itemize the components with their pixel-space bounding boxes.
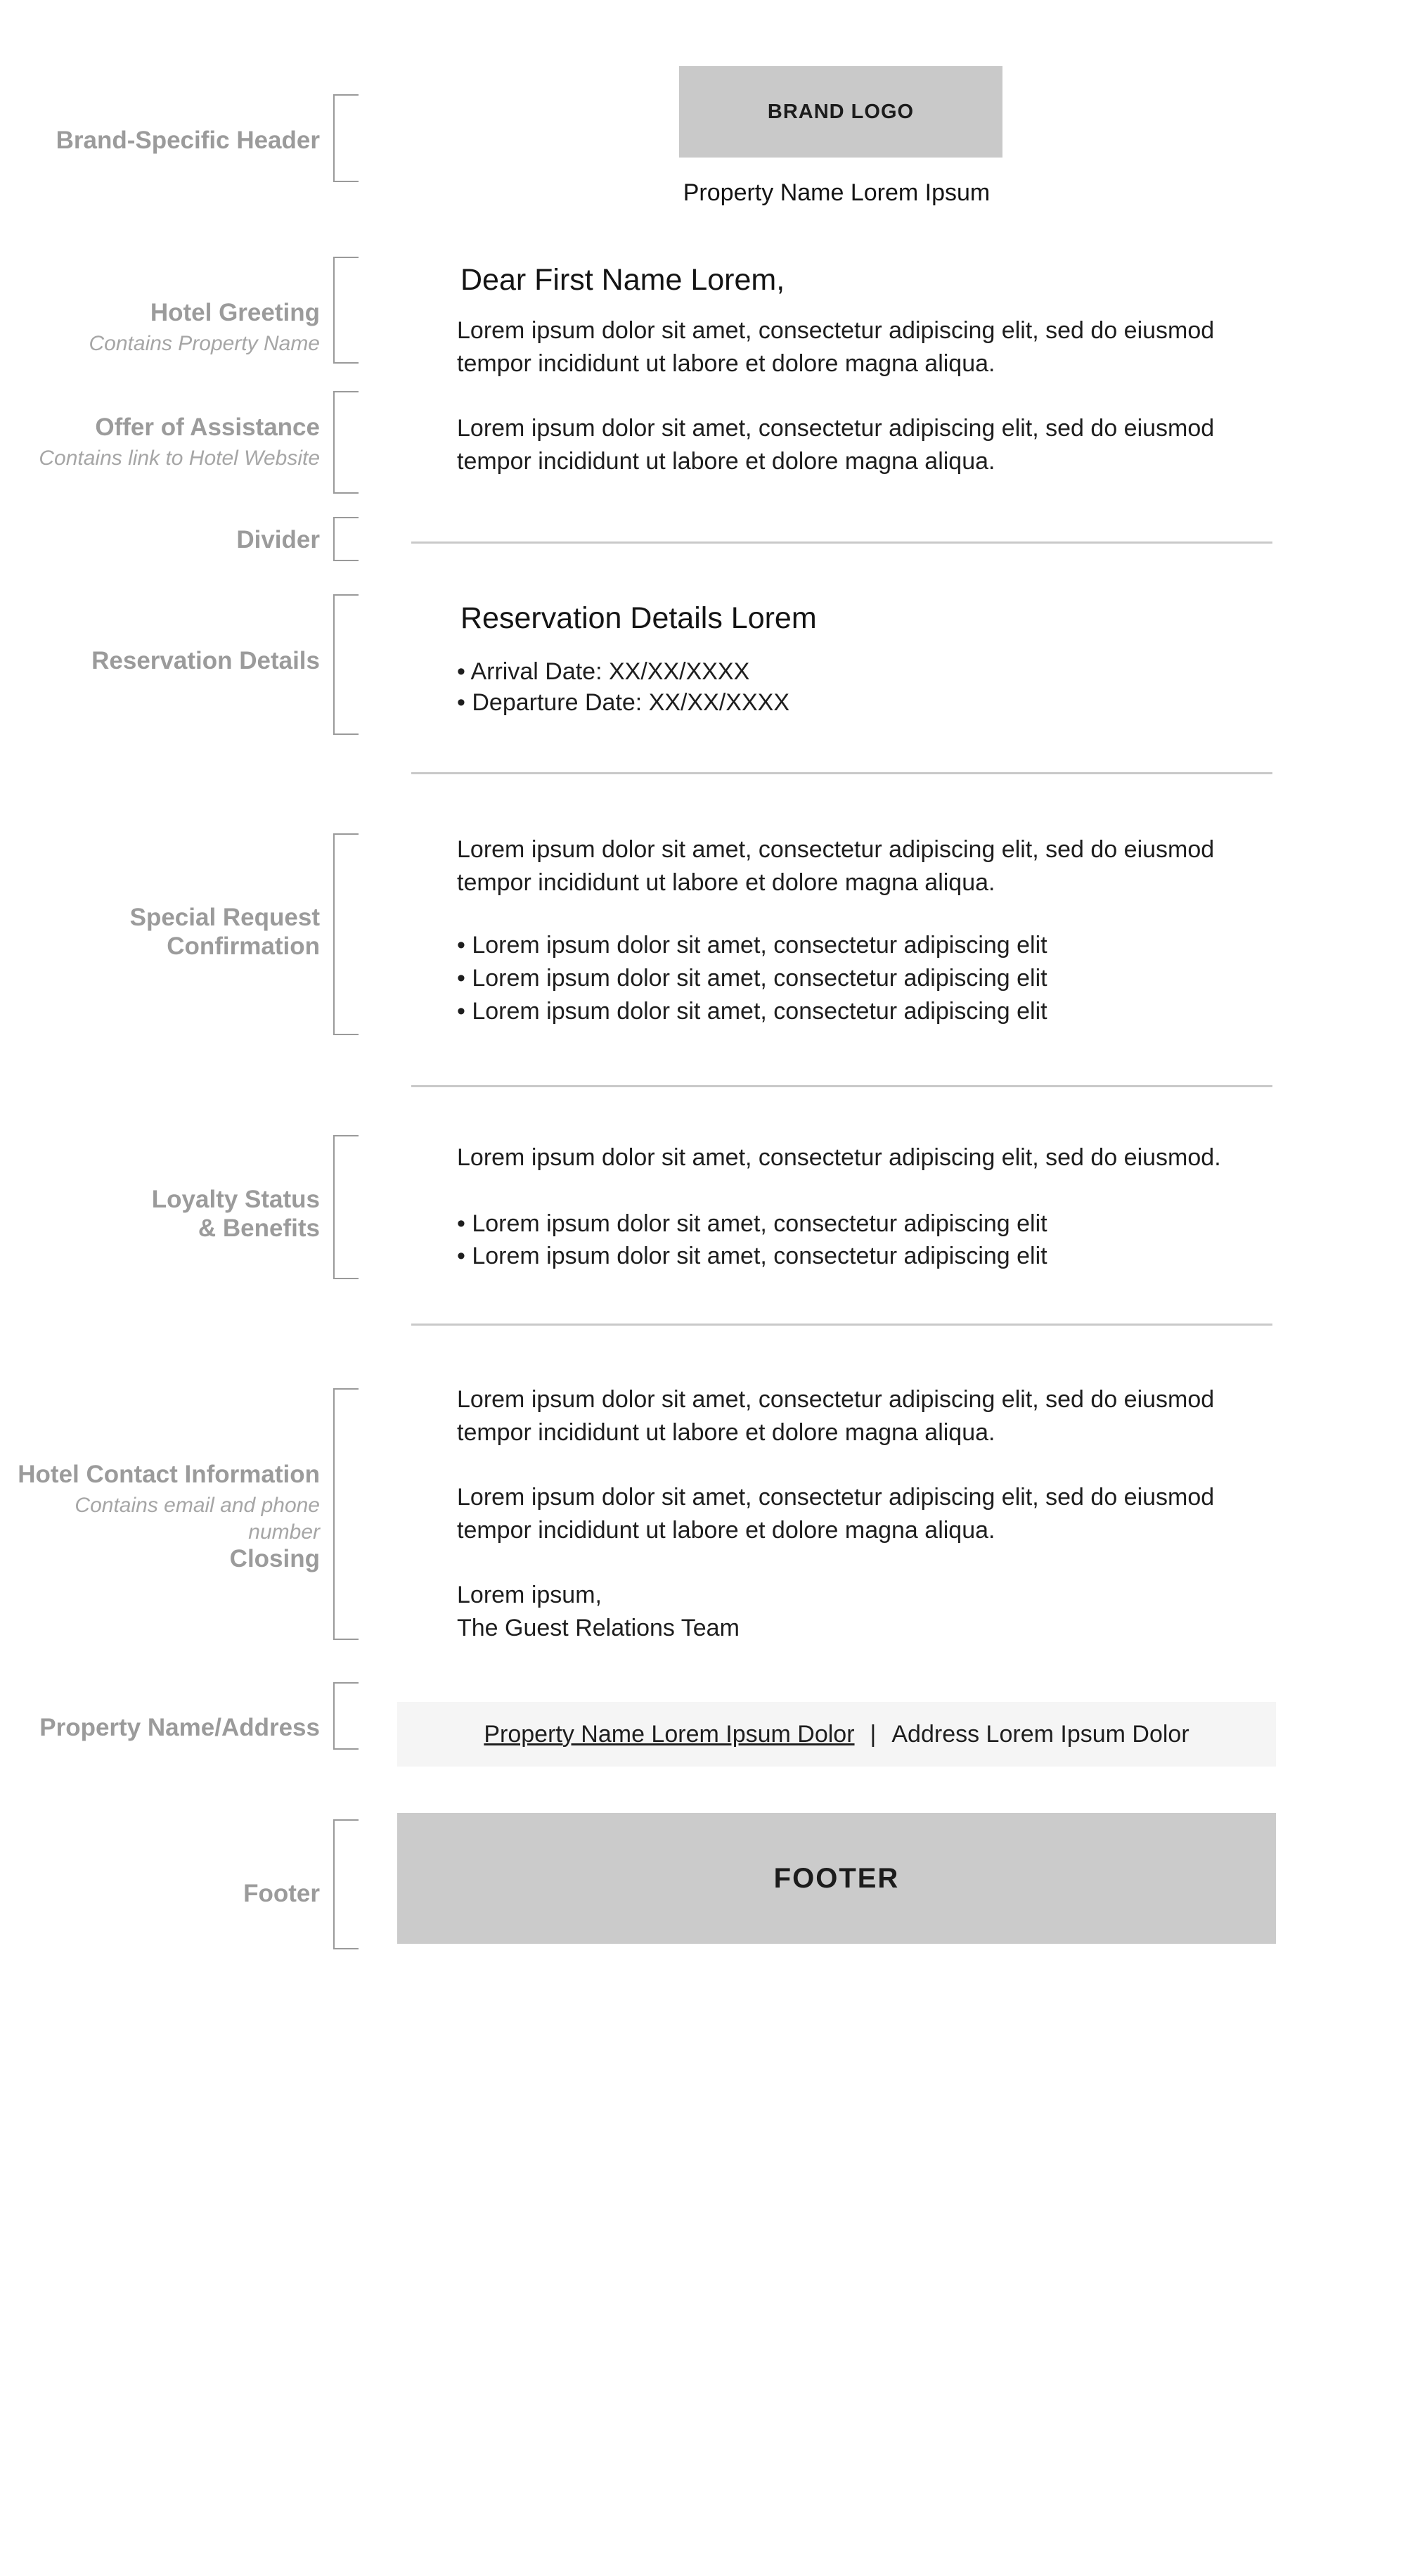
annotation-subtitle: Contains email and phone number (75, 1494, 320, 1544)
brand-logo-text: BRAND LOGO (767, 100, 915, 123)
property-name-link[interactable]: Property Name Lorem Ipsum Dolor (484, 1720, 855, 1748)
annotation-subtitle: Contains Property Name (89, 332, 320, 355)
annotation-title: Offer of Assistance (95, 414, 320, 441)
annotation-label-loyalty (0, 1185, 320, 1243)
reservation-list (457, 656, 1276, 718)
loyalty-list (457, 1207, 1276, 1272)
divider-line-2 (411, 772, 1272, 774)
annotation-label-divider (0, 525, 320, 555)
divider-line-1 (411, 542, 1272, 544)
annotation-title: Footer (243, 1880, 320, 1907)
annotation-title: Reservation Details (91, 647, 320, 674)
property-bar-separator: | (870, 1720, 877, 1748)
greeting-paragraph: Lorem ipsum dolor sit amet, consectetur adipiscing elit, sed do eiusmod tempor incididunt ut labore et dolore magna aliqua. (457, 317, 1215, 377)
annotation-title-line: & Benefits (198, 1215, 320, 1242)
contact-paragraph-1: Lorem ipsum dolor sit amet, consectetur adipiscing elit, sed do eiusmod tempor incididunt ut labore et dolore magna aliqua. (457, 1386, 1215, 1446)
annotation-title: Brand-Specific Header (56, 127, 320, 154)
annotation-title: Divider (236, 526, 320, 553)
annotation-label-special-request (0, 903, 320, 961)
special-request-item: • Lorem ipsum dolor sit amet, consectetur adipiscing elit (457, 998, 1047, 1025)
annotation-label-reservation-details (0, 646, 320, 676)
contact-paragraph-2: Lorem ipsum dolor sit amet, consectetur adipiscing elit, sed do eiusmod tempor incididunt ut labore et dolore magna aliqua. (457, 1484, 1215, 1544)
annotation-label-hotel-contact (0, 1460, 320, 1546)
footer-box (397, 1813, 1276, 1944)
special-request-item: • Lorem ipsum dolor sit amet, consectetur adipiscing elit (457, 932, 1047, 959)
special-request-paragraph: Lorem ipsum dolor sit amet, consectetur adipiscing elit, sed do eiusmod tempor incididunt ut labore et dolore magna aliqua. (457, 836, 1215, 896)
annotation-title: Closing (229, 1545, 320, 1572)
section-bracket-divider (333, 517, 359, 561)
annotation-title: Hotel Contact Information (18, 1461, 320, 1488)
section-bracket-brand-header (333, 94, 359, 182)
section-bracket-footer (333, 1819, 359, 1949)
annotation-label-property-address (0, 1713, 320, 1743)
section-bracket-offer-assistance (333, 391, 359, 494)
section-bracket-special-request (333, 833, 359, 1035)
reservation-heading: Reservation Details Lorem (460, 601, 817, 635)
divider-line-3 (411, 1085, 1272, 1087)
closing-block (457, 1579, 1276, 1645)
annotation-title: Property Name/Address (39, 1714, 320, 1741)
annotation-label-brand-header (0, 126, 320, 155)
brand-logo-box (679, 66, 1002, 158)
reservation-departure-item: • Departure Date: XX/XX/XXXX (457, 689, 790, 716)
annotation-label-offer-assistance (0, 413, 320, 472)
property-address-text: Address Lorem Ipsum Dolor (891, 1720, 1189, 1748)
divider-line-4 (411, 1324, 1272, 1326)
annotation-title-line: Confirmation (167, 933, 320, 960)
loyalty-item: • Lorem ipsum dolor sit amet, consectetur adipiscing elit (457, 1210, 1047, 1237)
annotation-subtitle: Contains link to Hotel Website (39, 447, 320, 470)
annotation-label-footer (0, 1879, 320, 1909)
annotation-label-closing (0, 1544, 320, 1574)
header-property-name: Property Name Lorem Ipsum (683, 179, 991, 206)
annotation-title-line: Special Request (129, 904, 320, 931)
loyalty-paragraph: Lorem ipsum dolor sit amet, consectetur adipiscing elit, sed do eiusmod. (457, 1144, 1221, 1171)
annotation-label-hotel-greeting (0, 298, 320, 357)
section-bracket-property-address (333, 1682, 359, 1750)
reservation-arrival-item: • Arrival Date: XX/XX/XXXX (457, 658, 750, 685)
closing-team: The Guest Relations Team (457, 1615, 740, 1641)
footer-text: FOOTER (773, 1862, 900, 1894)
loyalty-item: • Lorem ipsum dolor sit amet, consectetur adipiscing elit (457, 1243, 1047, 1269)
property-address-bar (397, 1702, 1276, 1767)
section-bracket-reservation-details (333, 594, 359, 735)
assistance-paragraph: Lorem ipsum dolor sit amet, consectetur adipiscing elit, sed do eiusmod tempor incididunt ut labore et dolore magna aliqua. (457, 415, 1215, 475)
section-bracket-contact-closing (333, 1388, 359, 1640)
closing-signoff: Lorem ipsum, (457, 1582, 602, 1608)
section-bracket-hotel-greeting (333, 257, 359, 364)
annotation-title-line: Loyalty Status (151, 1186, 320, 1213)
section-bracket-loyalty (333, 1135, 359, 1279)
special-request-list (457, 929, 1276, 1028)
special-request-item: • Lorem ipsum dolor sit amet, consectetur adipiscing elit (457, 965, 1047, 992)
greeting-salutation: Dear First Name Lorem, (460, 263, 785, 297)
annotation-title: Hotel Greeting (150, 299, 320, 326)
